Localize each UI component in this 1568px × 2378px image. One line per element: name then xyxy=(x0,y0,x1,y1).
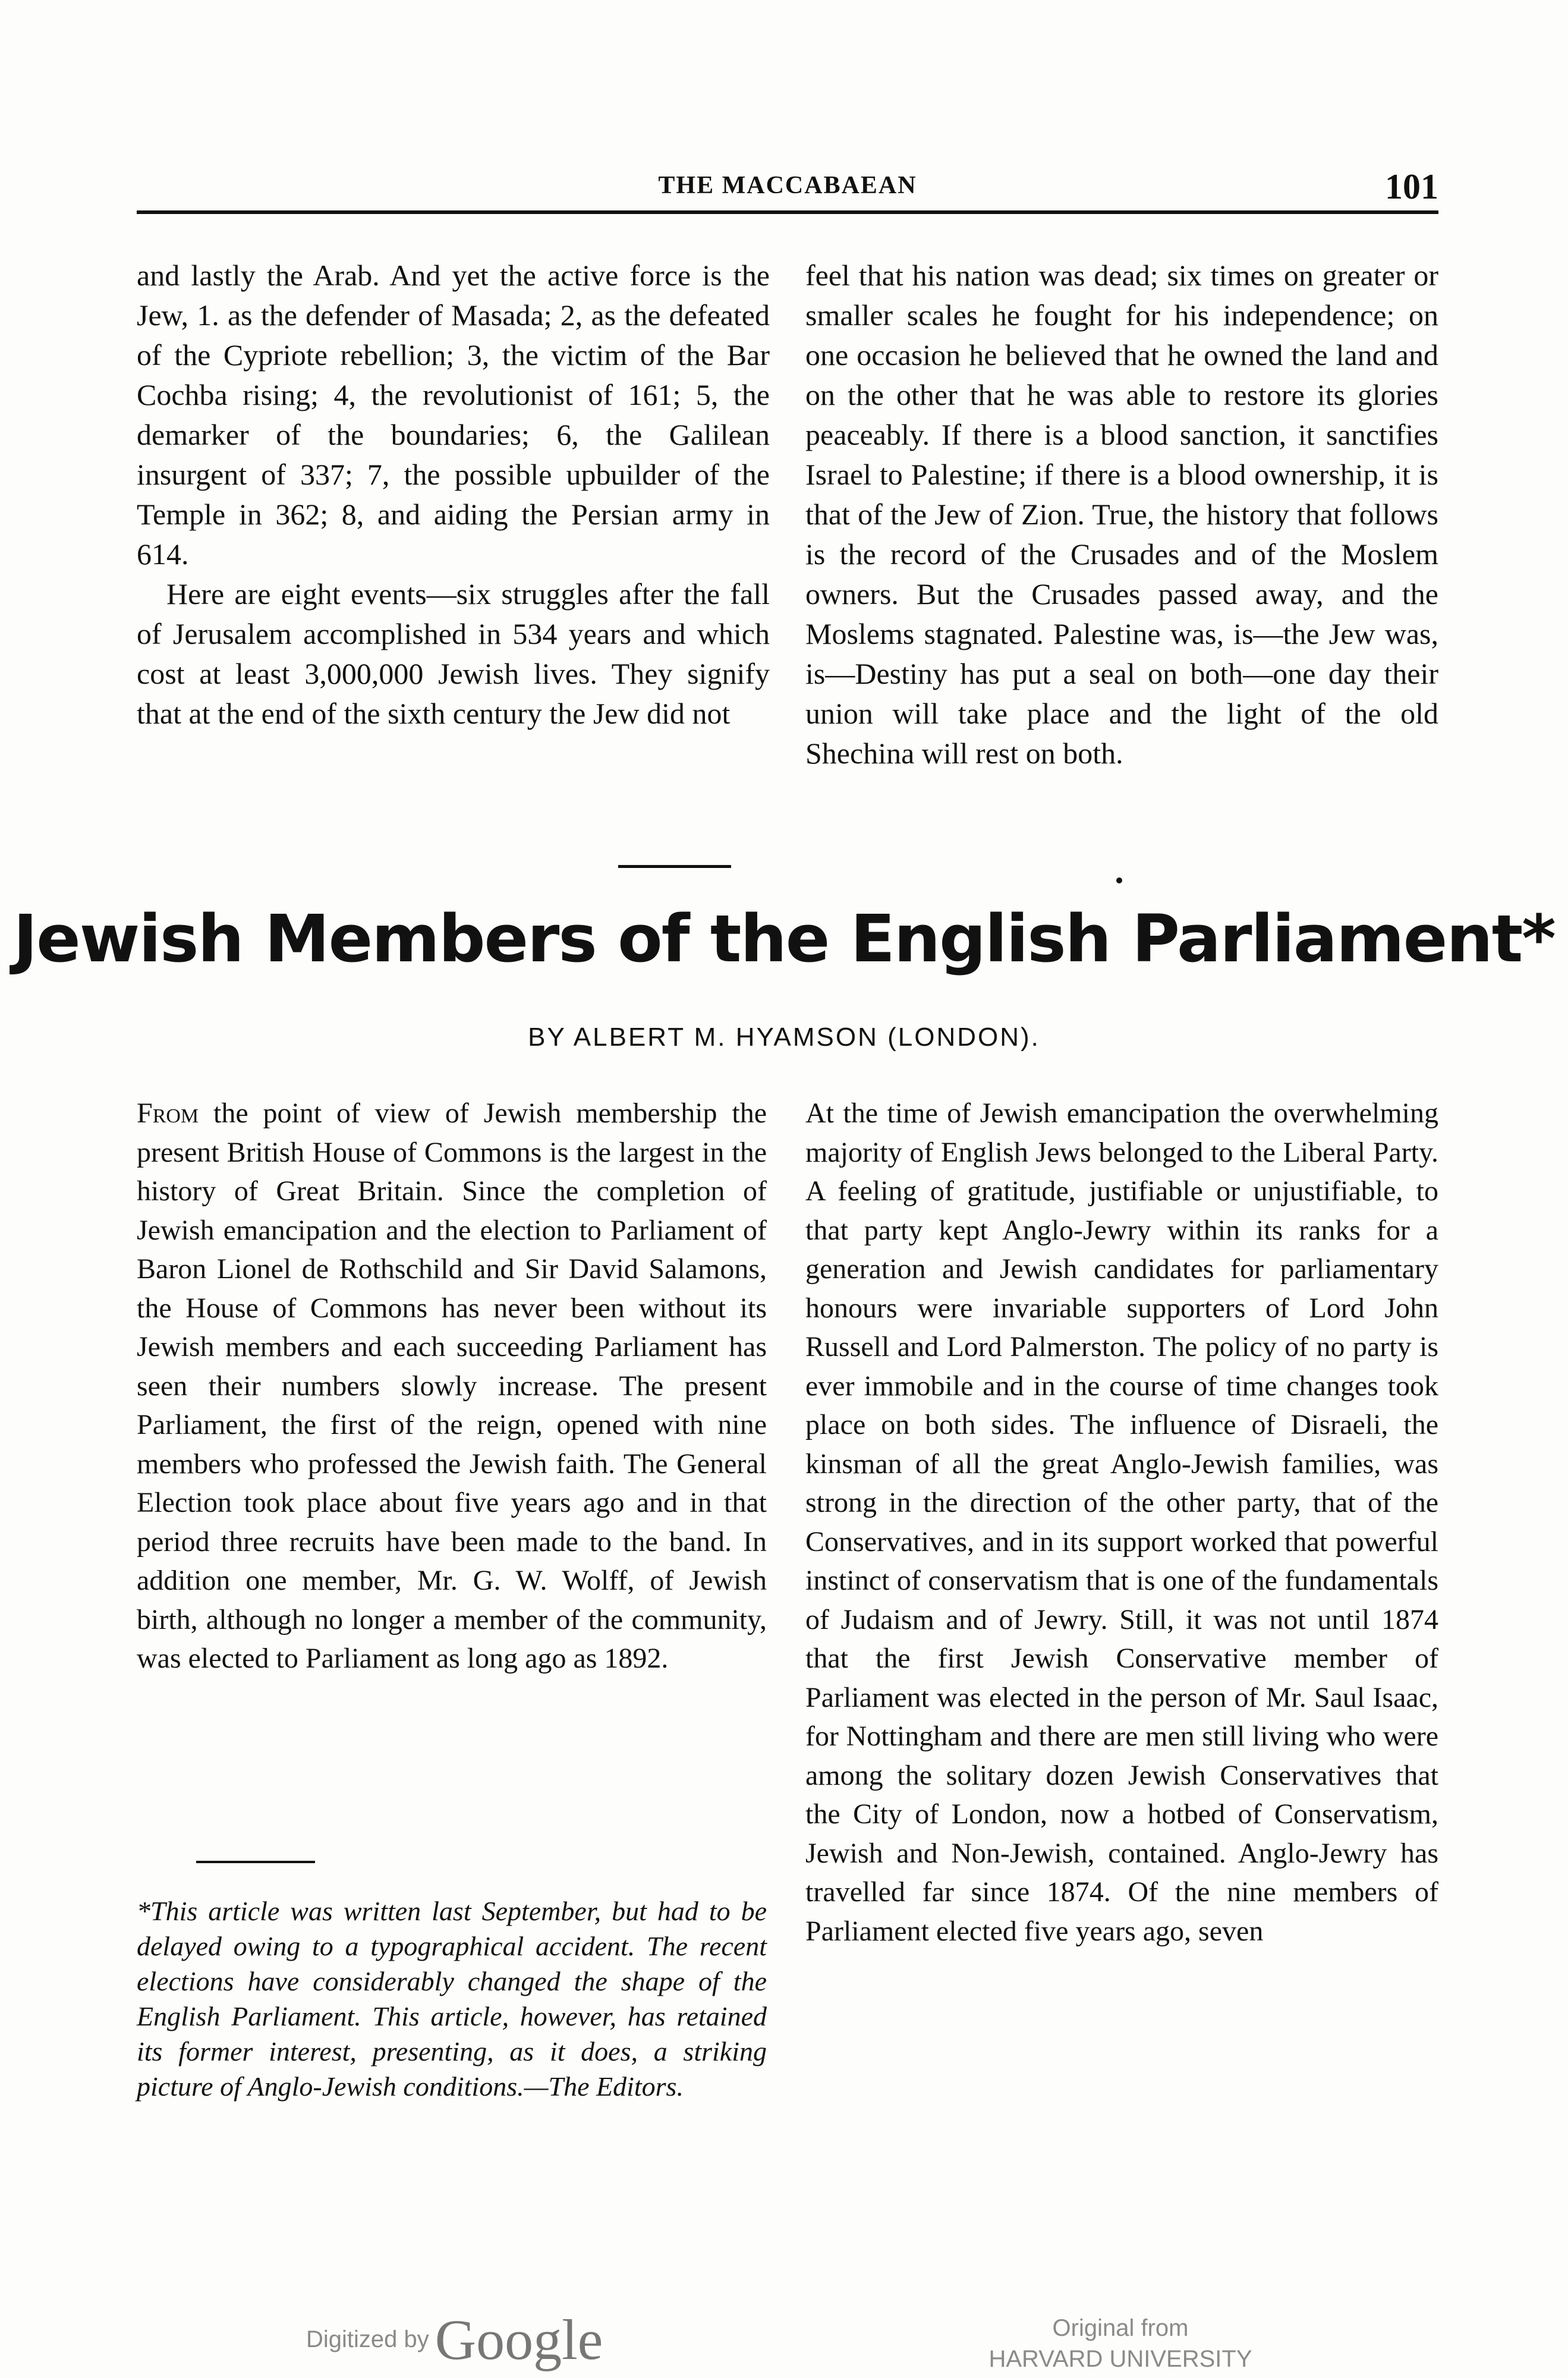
section-divider xyxy=(618,865,731,868)
google-logo: Google xyxy=(434,2307,603,2371)
footnote-divider xyxy=(196,1861,315,1863)
top-left-paragraph-1: and lastly the Arab. And yet the active force is the Jew, 1. as the defender of Masada; 2, as the defeated of the Cypriote rebellion; 3, the victim of the Bar Cochba rising; 4, the revolutionist of 161; 5, the demarker of the boundaries; 6, the Galilean insurgent of 337; 7, the possible upbuilder of the Temple in 362; 8, and aiding the Persian army in 614. xyxy=(137,259,770,571)
article-first-word: From xyxy=(137,1097,199,1129)
original-from-text: Original from xyxy=(1052,2315,1189,2341)
article-left-paragraph-1-text: the point of view of Jewish membership the present British House of Commons is the largest in the history of Great Britain. Since the completion of Jewish emancipation and the election to Parliament of Baron Lionel de Rothschild and Sir David Salamons, the House of Commons has never been without its Jewish members and each succeeding Parliament has seen their numbers slowly increase. The present Parliament, the first of the reign, opened with nine members who professed the Jewish faith. The General Election took place about five years ago and in that period three recruits have been made to the band. In addition one member, Mr. G. W. Wolff, of Jewish birth, although no longer a member of the community, was elected to Parliament as long ago as 1892. xyxy=(137,1097,767,1674)
article-byline: BY ALBERT M. HYAMSON (LONDON). xyxy=(528,1023,1040,1052)
top-left-column xyxy=(137,256,770,734)
article-title: Jewish Members of the English Parliament* xyxy=(13,901,1555,977)
decorative-dot xyxy=(1116,877,1122,883)
top-left-paragraph-2: Here are eight events—six struggles after the fall of Jerusalem accomplished in 534 years and which cost at least 3,000,000 Jewish lives. They signify that at the end of the sixth century the Jew did not xyxy=(137,577,770,730)
article-right-paragraph-1: At the time of Jewish emancipation the overwhelming majority of English Jews belonged to the Liberal Party. A feeling of gratitude, justifiable or unjustifiable, to that party kept Anglo-Jewry within its ranks for a generation and Jewish candidates for parliamentary honours were invariable supporters of Lord John Russell and Lord Palmerston. The policy of no party is ever immobile and in the course of time changes took place on both sides. The influence of Disraeli, the kinsman of all the great Anglo-Jewish families, was strong in the direction of the other party, that of the Conservatives, and in its support worked that powerful instinct of conservatism that is one of the fundamentals of Judaism and of Jewry. Still, it was not until 1874 that the first Jewish Conservative member of Parliament was elected in the person of Mr. Saul Isaac, for Nottingham and there are men still living who were among the solitary dozen Jewish Conservatives that the City of London, now a hotbed of Conservatism, Jewish and Non-Jewish, contained. Anglo-Jewry has travelled far since 1874. Of the nine members of Parliament elected five years ago, seven xyxy=(805,1097,1438,1947)
page-number: 101 xyxy=(1385,167,1438,206)
original-from-watermark xyxy=(957,2313,1284,2374)
footnote: *This article was written last September, but had to be delayed owing to a typographical accident. The recent elections have considerably changed the shape of the English Parliament. This article, however, has retained its former interest, presenting, as it does, a striking picture of Anglo-Jewish conditions.—The Editors. xyxy=(137,1896,767,2102)
digitized-by-watermark xyxy=(306,2307,603,2372)
top-right-paragraph-1: feel that his nation was dead; six times on greater or smaller scales he fought for his independence; on one occasion he believed that he owned the land and on the other that he was able to restore its glories peaceably. If there is a blood sanction, it sanctifies Israel to Palestine; if there is a blood ownership, it is that of the Jew of Zion. True, the history that follows is the record of the Crusades and of the Moslem owners. But the Crusades passed away, and the Moslems stagnated. Palestine was, is—the Jew was, is—Destiny has put a seal on both—one day their union will take place and the light of the old Shechina will rest on both. xyxy=(805,259,1438,770)
university-text: HARVARD UNIVERSITY xyxy=(988,2346,1252,2372)
running-title: THE MACCABAEAN xyxy=(658,172,917,199)
article-left-column xyxy=(137,1094,767,1678)
page-header xyxy=(137,167,1438,214)
digitized-by-text: Digitized by xyxy=(306,2326,429,2352)
top-right-column xyxy=(805,256,1438,773)
article-left-paragraph-1 xyxy=(137,1094,767,1678)
article-right-column xyxy=(805,1094,1438,1951)
